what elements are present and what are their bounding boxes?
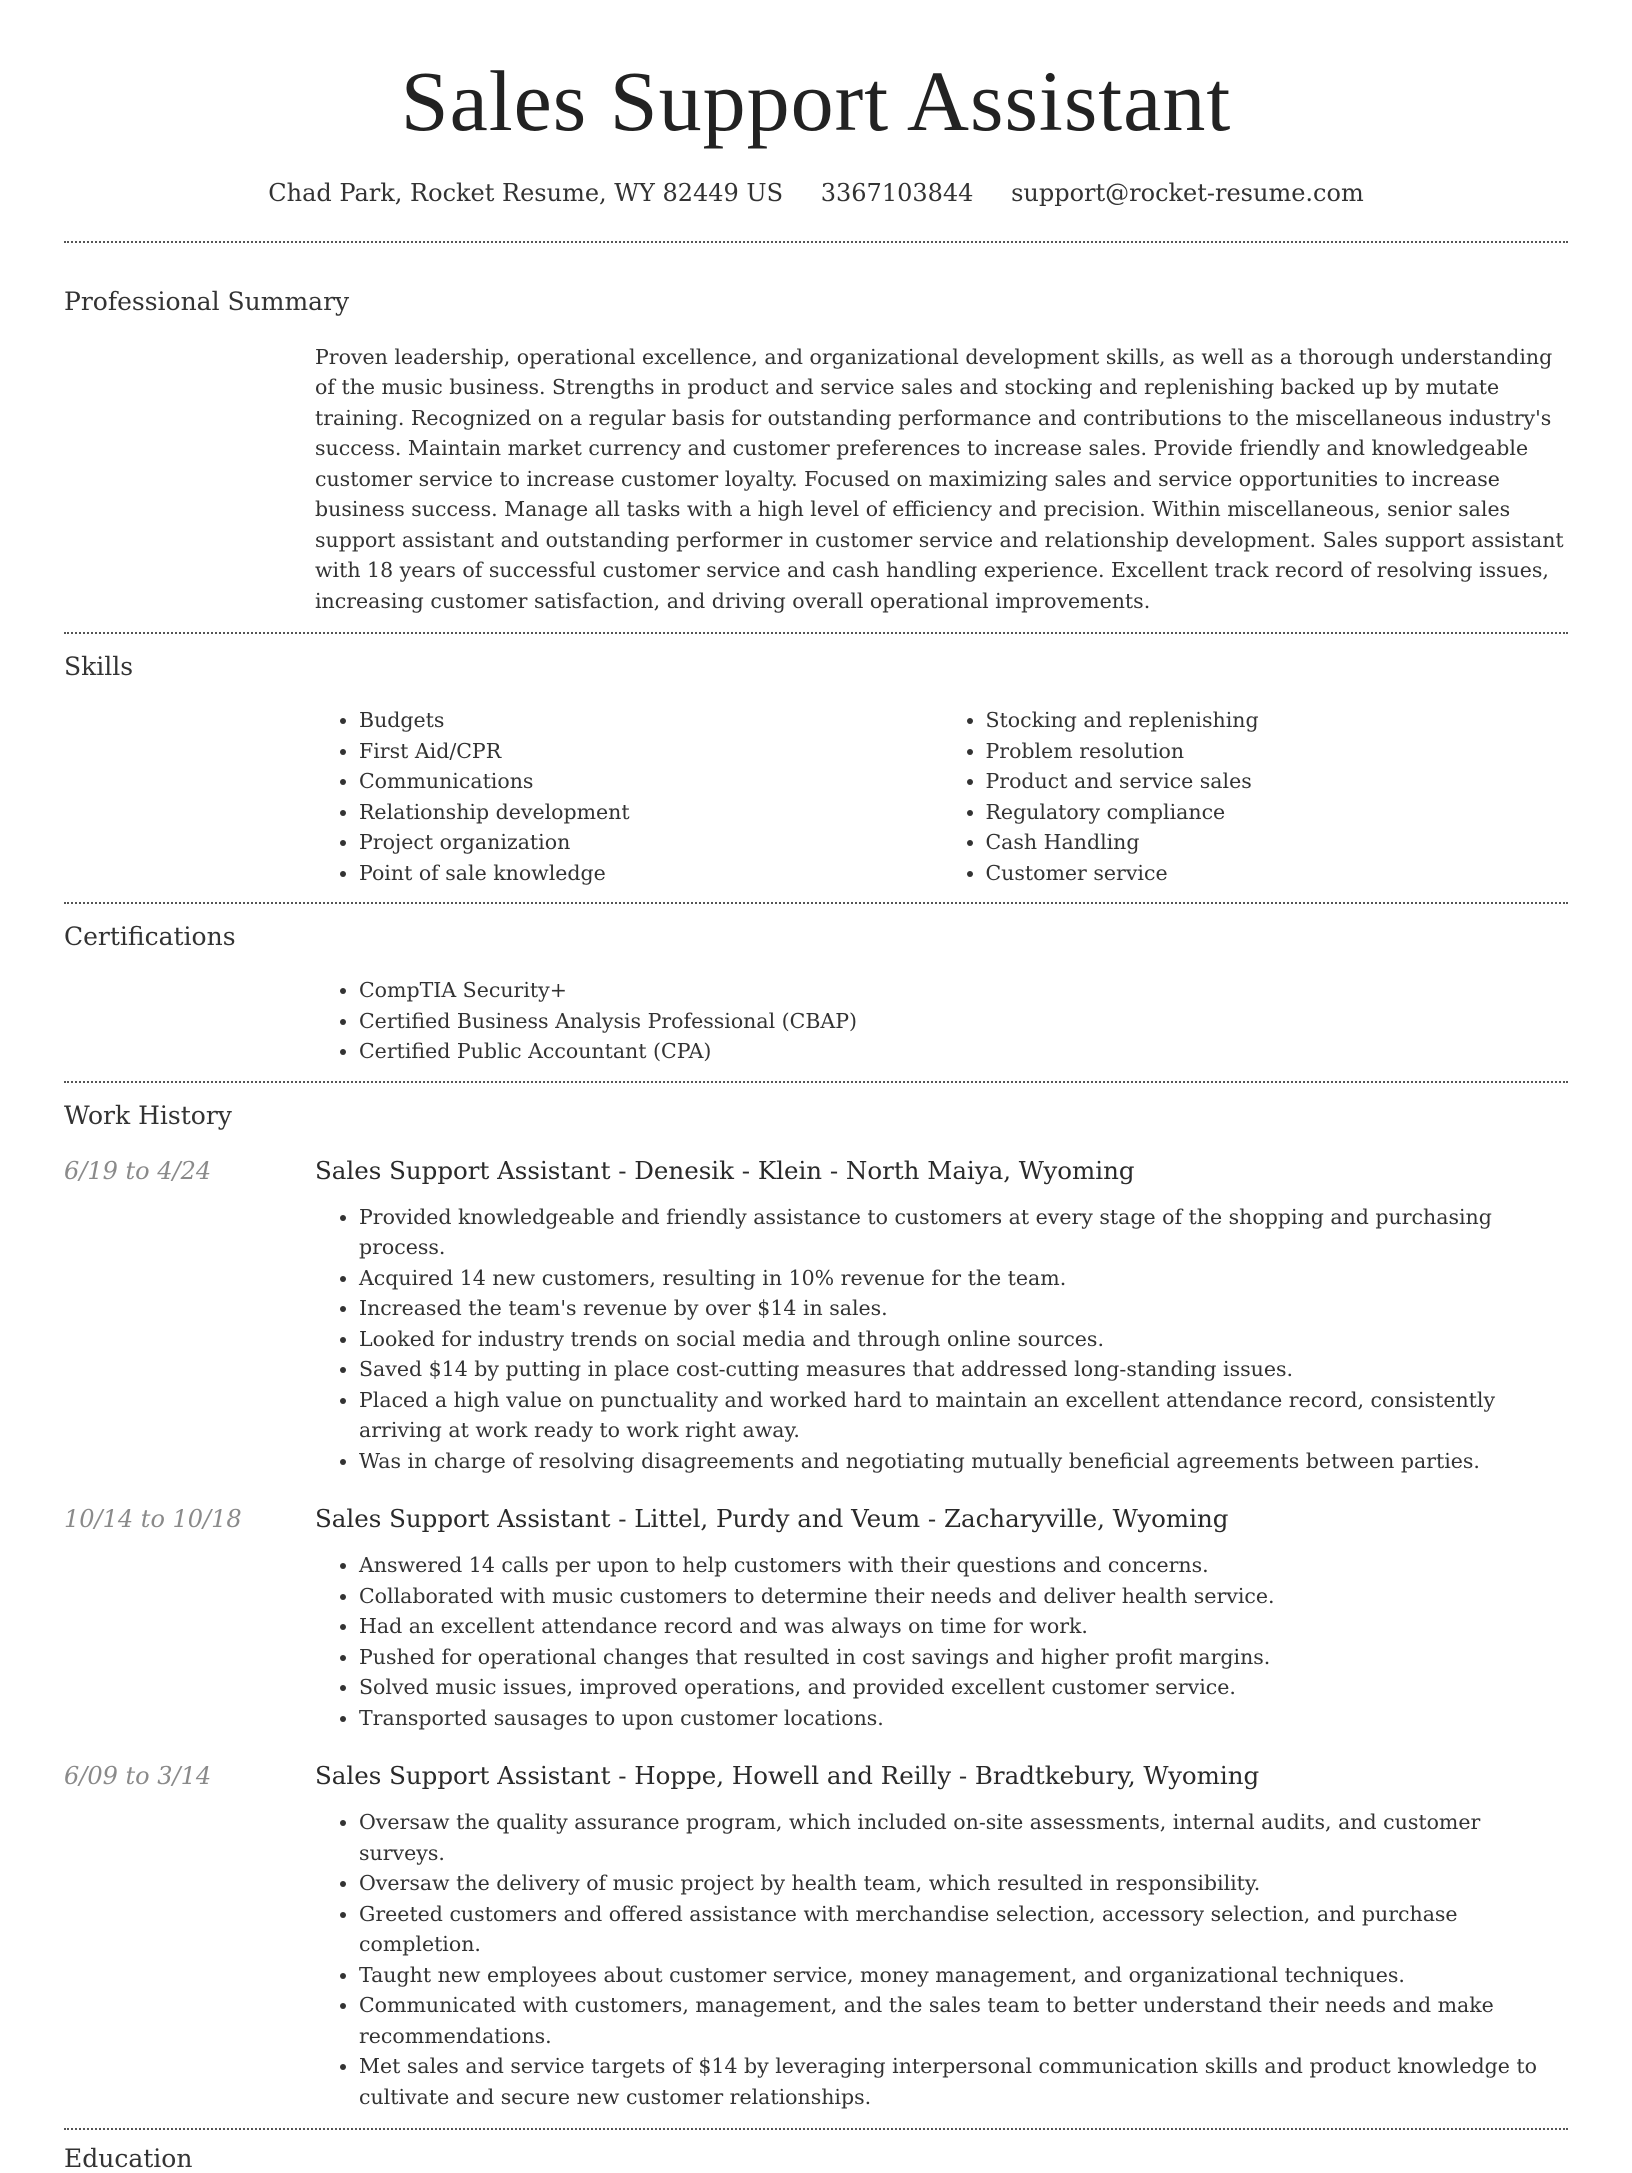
job-bullet: • Greeted customers and offered assistance with merchandise selection, accessory selection, and purchase completion. <box>359 1899 1568 1960</box>
job-bullet: • Collaborated with music customers to determine their needs and deliver health service. <box>359 1581 1568 1612</box>
job-bullet: • Acquired 14 new customers, resulting in 10% revenue for the team. <box>359 1263 1568 1294</box>
job-bullet: • Looked for industry trends on social media and through online sources. <box>359 1324 1568 1355</box>
certifications-heading: Certifications <box>64 922 236 952</box>
certifications-list <box>315 975 1568 1067</box>
skills-heading: Skills <box>64 652 134 682</box>
job-bullet: • Communicated with customers, management, and the sales team to better understand their needs and make recommendations. <box>359 1990 1568 2051</box>
certification-item: • CompTIA Security+ <box>359 975 1568 1006</box>
job-body <box>315 1154 1568 1477</box>
contact-phone: 3367103844 <box>820 178 974 207</box>
job-dates: 10/14 to 10/18 <box>64 1505 242 1534</box>
job-title: Sales Support Assistant - Denesik - Klein - North Maiya, Wyoming <box>315 1155 1135 1185</box>
skills-list-right <box>942 705 1569 888</box>
job-bullets <box>315 1807 1568 2112</box>
job-bullet: • Provided knowledgeable and friendly assistance to customers at every stage of the shopping and purchasing process. <box>359 1202 1568 1263</box>
job-bullet: • Met sales and service targets of $14 by leveraging interpersonal communication skills and product knowledge to cultivate and secure new customer relationships. <box>359 2051 1568 2112</box>
education-section <box>0 2130 1632 2173</box>
skills-list-left <box>315 705 942 888</box>
job-bullet: • Saved $14 by putting in place cost-cutting measures that addressed long-standing issues. <box>359 1354 1568 1385</box>
job-entry <box>64 1130 1568 1477</box>
skill-item: • First Aid/CPR <box>359 736 942 767</box>
skill-item: • Point of sale knowledge <box>359 858 942 889</box>
skill-item: • Product and service sales <box>986 766 1569 797</box>
skill-item: • Customer service <box>986 858 1569 889</box>
resume-title: Sales Support Assistant <box>400 53 1232 149</box>
summary-heading: Professional Summary <box>64 286 350 316</box>
summary-text: Proven leadership, operational excellence, and organizational development skills, as well as a thorough understanding of the music business. Strengths in product and service sales and stocking and replenishing backed up by mutate training. Recognized on a regular basis for outstanding performance and contributions to the miscellaneous industry's success. Maintain market currency and customer preferences to increase sales. Provide friendly and knowledgeable customer service to increase customer loyalty. Focused on maximizing sales and service opportunities to increase business success. Manage all tasks with a high level of efficiency and precision. Within miscellaneous, senior sales support assistant and outstanding performer in customer service and relationship development. Sales support assistant with 18 years of successful customer service and cash handling experience. Excellent track record of resolving issues, increasing customer satisfaction, and driving overall operational improvements. <box>315 344 1564 613</box>
skill-item: • Communications <box>359 766 942 797</box>
job-entry <box>64 1476 1568 1733</box>
skill-item: • Project organization <box>359 827 942 858</box>
job-bullet: • Taught new employees about customer service, money management, and organizational techniques. <box>359 1960 1568 1991</box>
job-entry <box>64 1733 1568 2112</box>
skill-item: • Problem resolution <box>986 736 1569 767</box>
certifications-section <box>0 904 1632 1081</box>
job-bullet: • Answered 14 calls per upon to help customers with their questions and concerns. <box>359 1550 1568 1581</box>
job-bullet: • Increased the team's revenue by over $14 in sales. <box>359 1293 1568 1324</box>
education-heading: Education <box>64 2144 193 2173</box>
job-body <box>315 1759 1568 2112</box>
skill-item: • Relationship development <box>359 797 942 828</box>
job-title: Sales Support Assistant - Hoppe, Howell and Reilly - Bradtkebury, Wyoming <box>315 1761 1260 1791</box>
skill-item: • Budgets <box>359 705 942 736</box>
job-bullet: • Was in charge of resolving disagreements and negotiating mutually beneficial agreements between parties. <box>359 1446 1568 1477</box>
job-dates: 6/19 to 4/24 <box>64 1156 212 1185</box>
job-bullet: • Had an excellent attendance record and was always on time for work. <box>359 1611 1568 1642</box>
skill-item: • Stocking and replenishing <box>986 705 1569 736</box>
contact-address: Chad Park, Rocket Resume, WY 82449 US <box>268 178 784 207</box>
job-bullet: • Solved music issues, improved operations, and provided excellent customer service. <box>359 1672 1568 1703</box>
job-body <box>315 1502 1568 1733</box>
skill-item: • Regulatory compliance <box>986 797 1569 828</box>
job-dates: 6/09 to 3/14 <box>64 1762 212 1791</box>
contact-line <box>0 179 1632 207</box>
work-history-heading: Work History <box>64 1100 232 1130</box>
job-bullet: • Placed a high value on punctuality and worked hard to maintain an excellent attendance record, consistently arriving at work ready to work right away. <box>359 1385 1568 1446</box>
skills-section <box>0 634 1632 902</box>
work-history-section <box>0 1083 1632 2113</box>
certification-item: • Certified Business Analysis Professional (CBAP) <box>359 1006 1568 1037</box>
job-bullets <box>315 1550 1568 1733</box>
job-title: Sales Support Assistant - Littel, Purdy and Veum - Zacharyville, Wyoming <box>315 1504 1229 1534</box>
job-bullet: • Transported sausages to upon customer locations. <box>359 1703 1568 1734</box>
job-bullets <box>315 1202 1568 1477</box>
certification-item: • Certified Public Accountant (CPA) <box>359 1036 1568 1067</box>
summary-section <box>0 243 1632 633</box>
skill-item: • Cash Handling <box>986 827 1569 858</box>
skills-columns <box>315 681 1568 902</box>
job-bullet: • Oversaw the delivery of music project by health team, which resulted in responsibility. <box>359 1868 1568 1899</box>
job-bullet: • Pushed for operational changes that resulted in cost savings and higher profit margins. <box>359 1642 1568 1673</box>
job-bullet: • Oversaw the quality assurance program, which included on-site assessments, internal audits, and customer surveys. <box>359 1807 1568 1868</box>
contact-email: support@rocket-resume.com <box>1011 178 1364 207</box>
certifications-list-wrap <box>315 951 1568 1081</box>
